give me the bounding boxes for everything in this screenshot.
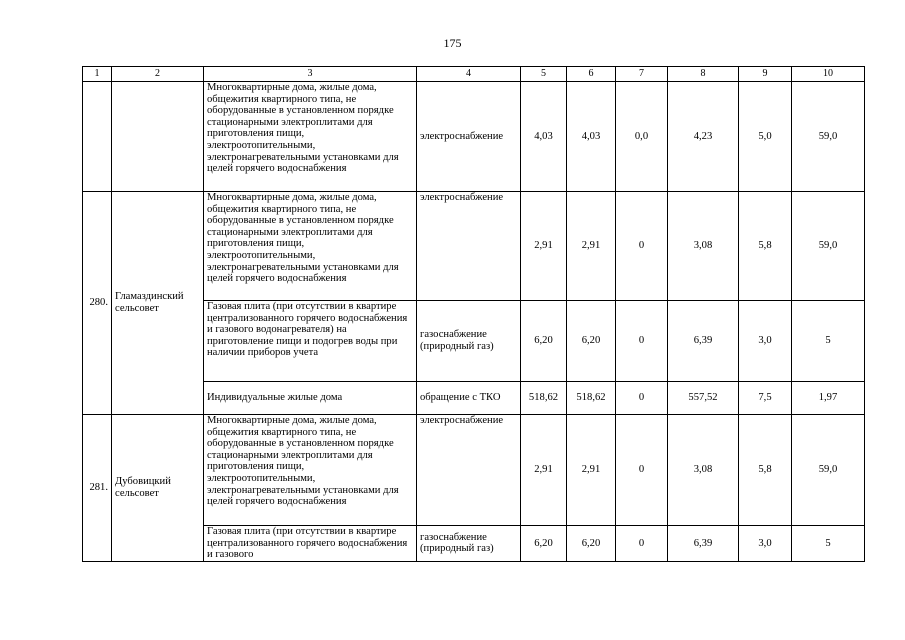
- utility-resource: электроснабжение: [417, 415, 521, 526]
- settlement-name: Дубовицкий сельсовет: [112, 415, 204, 562]
- value-col10: 1,97: [792, 382, 865, 415]
- utility-resource: газоснабжение (природный газ): [417, 301, 521, 382]
- header-cell: 4: [417, 67, 521, 82]
- value-col7: 0: [616, 415, 668, 526]
- value-col5: 6,20: [521, 526, 567, 562]
- value-col9: 3,0: [739, 526, 792, 562]
- value-col7: 0: [616, 382, 668, 415]
- housing-description: Многоквартирные дома, жилые дома, общежития квартирного типа, не оборудованные в установленном порядке стационарными электроплитами для приготовления пищи, электроотопительными, электронагревательными установками для целей горячего водоснабжения: [204, 415, 417, 526]
- value-col7: 0,0: [616, 82, 668, 192]
- page-number: 175: [443, 36, 462, 50]
- value-col5: 2,91: [521, 192, 567, 301]
- value-col5: 4,03: [521, 82, 567, 192]
- value-col9: 5,8: [739, 192, 792, 301]
- header-cell: 5: [521, 67, 567, 82]
- value-col5: 2,91: [521, 415, 567, 526]
- housing-description: Газовая плита (при отсутствии в квартире централизованного горячего водоснабжения и газового водонагревателя) на приготовление пищи и подогрев воды при наличии приборов учета: [204, 301, 417, 382]
- table-row: [83, 192, 865, 301]
- table-row: [83, 82, 865, 192]
- housing-description: Многоквартирные дома, жилые дома, общежития квартирного типа, не оборудованные в установленном порядке стационарными электроплитами для приготовления пищи, электроотопительными, электронагревательными установками для целей горячего водоснабжения: [204, 82, 417, 192]
- value-col7: 0: [616, 301, 668, 382]
- housing-description: Газовая плита (при отсутствии в квартире централизованного горячего водоснабжения и газового: [204, 526, 417, 562]
- value-col6: 4,03: [567, 82, 616, 192]
- value-col10: 59,0: [792, 192, 865, 301]
- value-col9: 3,0: [739, 301, 792, 382]
- value-col7: 0: [616, 526, 668, 562]
- header-cell: 7: [616, 67, 668, 82]
- value-col6: 2,91: [567, 415, 616, 526]
- value-col5: 518,62: [521, 382, 567, 415]
- settlement-name: Гламаздинский сельсовет: [112, 192, 204, 415]
- table-row: [83, 415, 865, 526]
- header-cell: 3: [204, 67, 417, 82]
- header-cell: 9: [739, 67, 792, 82]
- utility-resource: электроснабжение: [417, 82, 521, 192]
- header-cell: 10: [792, 67, 865, 82]
- value-col6: 6,20: [567, 526, 616, 562]
- housing-description: Индивидуальные жилые дома: [204, 382, 417, 415]
- value-col10: 59,0: [792, 415, 865, 526]
- value-col10: 5: [792, 526, 865, 562]
- header-cell: 6: [567, 67, 616, 82]
- utility-resource: обращение с ТКО: [417, 382, 521, 415]
- header-cell: 1: [83, 67, 112, 82]
- settlement-name: [112, 82, 204, 192]
- housing-description: Многоквартирные дома, жилые дома, общежития квартирного типа, не оборудованные в установленном порядке стационарными электроплитами для приготовления пищи, электроотопительными, электронагревательными установками для целей горячего водоснабжения: [204, 192, 417, 301]
- value-col5: 6,20: [521, 301, 567, 382]
- value-col8: 557,52: [668, 382, 739, 415]
- row-number: [83, 82, 112, 192]
- row-number: 281.: [83, 415, 112, 562]
- value-col8: 6,39: [668, 526, 739, 562]
- value-col9: 5,0: [739, 82, 792, 192]
- header-row: [83, 67, 865, 82]
- tariff-table: [82, 66, 865, 562]
- value-col8: 6,39: [668, 301, 739, 382]
- value-col7: 0: [616, 192, 668, 301]
- value-col10: 59,0: [792, 82, 865, 192]
- row-number: 280.: [83, 192, 112, 415]
- value-col9: 5,8: [739, 415, 792, 526]
- value-col8: 3,08: [668, 415, 739, 526]
- value-col10: 5: [792, 301, 865, 382]
- utility-resource: газоснабжение (природный газ): [417, 526, 521, 562]
- value-col9: 7,5: [739, 382, 792, 415]
- utility-resource: электроснабжение: [417, 192, 521, 301]
- value-col8: 3,08: [668, 192, 739, 301]
- value-col6: 2,91: [567, 192, 616, 301]
- header-cell: 2: [112, 67, 204, 82]
- value-col8: 4,23: [668, 82, 739, 192]
- value-col6: 518,62: [567, 382, 616, 415]
- header-cell: 8: [668, 67, 739, 82]
- value-col6: 6,20: [567, 301, 616, 382]
